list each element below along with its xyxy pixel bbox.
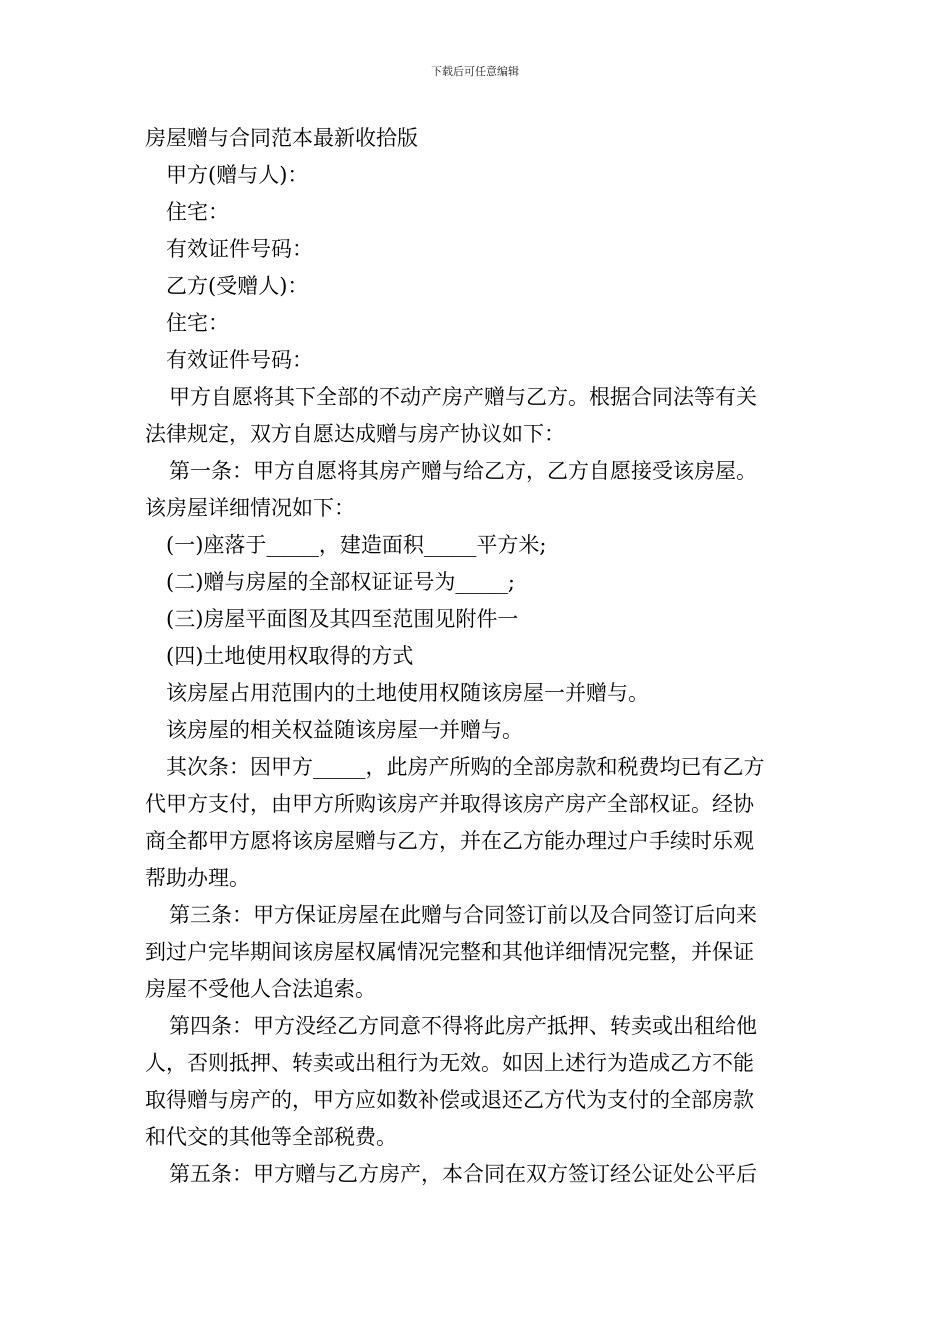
article-4-line-1: 第四条：甲方没经乙方同意不得将此房产抵押、转卖或出租给他 [169,1014,757,1038]
party-a-id: 有效证件号码： [166,237,313,261]
article-1-line-2: 该房屋详细情况如下： [145,496,355,520]
intro-line-2: 法律规定，双方自愿达成赠与房产协议如下： [145,422,565,446]
article-2-line-1: 其次条：因甲方_____，此房产所购的全部房款和税费均已有乙方 [166,755,765,779]
party-b-label: 乙方(受赠人)： [166,274,309,298]
party-a-address: 住宅： [166,200,229,224]
article-1-line-1: 第一条：甲方自愿将其房产赠与给乙方，乙方自愿接受该房屋。 [169,459,757,483]
party-b-id: 有效证件号码： [166,348,313,372]
item-1: (一)座落于_____，建造面积_____平方米; [166,533,547,557]
item-4: (四)土地使用权取得的方式 [166,644,414,668]
article-2-line-2: 代甲方支付，由甲方所购该房产并取得该房产房产全部权证。经协 [145,792,754,816]
item-2: (二)赠与房屋的全部权证证号为_____; [166,570,515,594]
article-5-line-1: 第五条：甲方赠与乙方房产，本合同在双方签订经公证处公平后 [169,1162,757,1186]
party-b-address: 住宅： [166,311,229,335]
page-header: 下载后可任意编辑 [431,65,519,78]
article-4-line-3: 取得赠与房产的，甲方应如数补偿或退还乙方代为支付的全部房款 [145,1088,754,1112]
rights-clause: 该房屋的相关权益随该房屋一并赠与。 [166,718,523,742]
intro-line-1: 甲方自愿将其下全部的不动产房产赠与乙方。根据合同法等有关 [169,385,757,409]
document-body [145,120,810,1193]
party-a-label: 甲方(赠与人)： [166,163,309,187]
article-4-line-2: 人，否则抵押、转卖或出租行为无效。如因上述行为造成乙方不能 [145,1051,754,1075]
article-2-line-4: 帮助办理。 [145,866,250,890]
land-use-clause: 该房屋占用范围内的土地使用权随该房屋一并赠与。 [166,681,649,705]
document-title: 房屋赠与合同范本最新收拾版 [145,126,418,150]
article-3-line-2: 到过户完毕期间该房屋权属情况完整和其他详细情况完整，并保证 [145,940,754,964]
item-3: (三)房屋平面图及其四至范围见附件一 [166,607,519,631]
article-4-line-4: 和代交的其他等全部税费。 [145,1125,397,1149]
article-2-line-3: 商全都甲方愿将该房屋赠与乙方，并在乙方能办理过户手续时乐观 [145,829,754,853]
article-3-line-1: 第三条：甲方保证房屋在此赠与合同签订前以及合同签订后向来 [169,903,757,927]
article-3-line-3: 房屋不受他人合法追索。 [145,977,376,1001]
